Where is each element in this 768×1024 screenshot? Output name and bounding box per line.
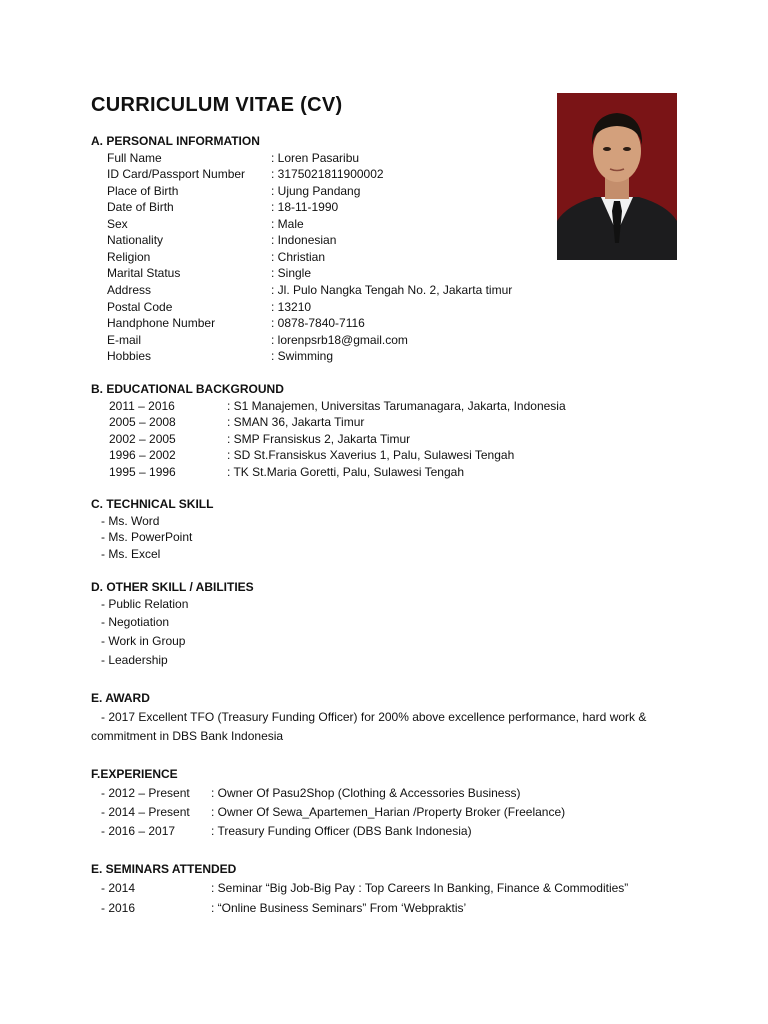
personal-label: Full Name (107, 151, 162, 165)
seminar-desc: : “Online Business Seminars” From ‘Webpraktis’ (211, 901, 467, 915)
education-years: 2005 – 2008 (109, 415, 176, 429)
experience-years: - 2016 – 2017 (101, 824, 176, 838)
education-desc: : S1 Manajemen, Universitas Tarumanagara, Jakarta, Indonesia (227, 399, 566, 413)
personal-label: ID Card/Passport Number (107, 167, 246, 181)
personal-value: : Male (271, 217, 304, 231)
list-item: - Public Relation (101, 597, 189, 611)
experience-desc: : Owner Of Sewa_Apartemen_Harian /Property Broker (Freelance) (211, 805, 566, 819)
section-personal-heading: A. PERSONAL INFORMATION (91, 134, 260, 148)
section-seminars-heading: E. SEMINARS ATTENDED (91, 862, 237, 876)
personal-value: : Loren Pasaribu (271, 151, 360, 165)
personal-label: E-mail (107, 333, 142, 347)
profile-photo (557, 93, 677, 260)
experience-desc: : Treasury Funding Officer (DBS Bank Indonesia) (211, 824, 472, 838)
seminar-year: - 2014 (101, 881, 136, 895)
award-line: - 2017 Excellent TFO (Treasury Funding Officer) for 200% above excellence performance, hard work & (101, 710, 647, 724)
section-education-heading: B. EDUCATIONAL BACKGROUND (91, 382, 284, 396)
personal-value: : Ujung Pandang (271, 184, 361, 198)
personal-label: Sex (107, 217, 128, 231)
personal-label: Marital Status (107, 266, 181, 280)
personal-value: : lorenpsrb18@gmail.com (271, 333, 408, 347)
list-item: - Ms. Excel (101, 547, 161, 561)
section-experience-heading: F.EXPERIENCE (91, 767, 178, 781)
personal-label: Postal Code (107, 300, 173, 314)
personal-label: Place of Birth (107, 184, 179, 198)
personal-value: : Christian (271, 250, 326, 264)
personal-value: : Jl. Pulo Nangka Tengah No. 2, Jakarta timur (271, 283, 513, 297)
education-desc: : TK St.Maria Goretti, Palu, Sulawesi Tengah (227, 465, 465, 479)
education-desc: : SD St.Fransiskus Xaverius 1, Palu, Sulawesi Tengah (227, 448, 515, 462)
experience-years: - 2012 – Present (101, 786, 190, 800)
personal-value: : 13210 (271, 300, 312, 314)
personal-label: Handphone Number (107, 316, 216, 330)
experience-desc: : Owner Of Pasu2Shop (Clothing & Accessories Business) (211, 786, 521, 800)
personal-label: Date of Birth (107, 200, 174, 214)
section-other-heading: D. OTHER SKILL / ABILITIES (91, 580, 254, 594)
education-years: 1996 – 2002 (109, 448, 176, 462)
personal-value: : 3175021811900002 (271, 167, 384, 181)
list-item: - Work in Group (101, 634, 186, 648)
experience-years: - 2014 – Present (101, 805, 190, 819)
education-years: 1995 – 1996 (109, 465, 176, 479)
section-award-heading: E. AWARD (91, 691, 150, 705)
personal-value: : Single (271, 266, 312, 280)
education-desc: : SMAN 36, Jakarta Timur (227, 415, 365, 429)
list-item: - Negotiation (101, 615, 170, 629)
personal-label: Religion (107, 250, 151, 264)
personal-value: : Swimming (271, 349, 334, 363)
education-years: 2002 – 2005 (109, 432, 176, 446)
education-desc: : SMP Fransiskus 2, Jakarta Timur (227, 432, 411, 446)
list-item: - Ms. PowerPoint (101, 530, 193, 544)
personal-value: : Indonesian (271, 233, 337, 247)
seminar-year: - 2016 (101, 901, 136, 915)
award-line: commitment in DBS Bank Indonesia (91, 729, 284, 743)
personal-label: Hobbies (107, 349, 152, 363)
personal-value: : 18-11-1990 (271, 200, 339, 214)
list-item: - Leadership (101, 653, 168, 667)
personal-label: Address (107, 283, 152, 297)
education-years: 2011 – 2016 (109, 399, 175, 413)
cv-title: CURRICULUM VITAE (CV) (91, 94, 343, 116)
list-item: - Ms. Word (101, 514, 160, 528)
personal-value: : 0878-7840-7116 (271, 316, 365, 330)
seminar-desc: : Seminar “Big Job-Big Pay : Top Careers In Banking, Finance & Commodities” (211, 881, 629, 895)
section-technical-heading: C. TECHNICAL SKILL (91, 497, 214, 511)
personal-label: Nationality (107, 233, 164, 247)
